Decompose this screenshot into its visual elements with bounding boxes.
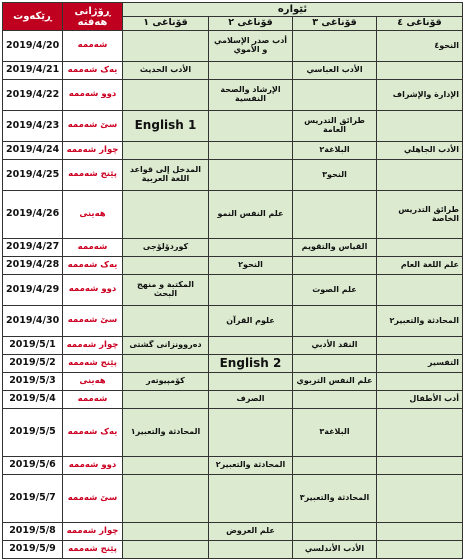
stage-2-header: قۆناغی ٢ (209, 17, 293, 31)
table-row (3, 409, 463, 457)
day-column-header: ڕۆژانی هەفتە (63, 3, 123, 31)
stage-4-cell (377, 337, 463, 355)
stage-3-cell: البلاغة٢ (293, 142, 377, 160)
date-cell: 2019/5/9 (3, 541, 63, 559)
table-row (3, 523, 463, 541)
table-row (3, 142, 463, 160)
stage-1-cell: دەروونزانی گشتی (123, 337, 209, 355)
table-row (3, 31, 463, 62)
date-cell: 2019/4/27 (3, 239, 63, 257)
date-cell: 2019/4/25 (3, 160, 63, 191)
stage-2-cell (209, 111, 293, 142)
stage-3-cell (293, 80, 377, 111)
stage-2-cell: علوم القرآن (209, 306, 293, 337)
stage-4-cell (377, 523, 463, 541)
day-cell: شەممە (63, 391, 123, 409)
stage-3-cell (293, 355, 377, 373)
stage-3-cell (293, 457, 377, 475)
table-row (3, 191, 463, 239)
table-row (3, 160, 463, 191)
day-cell: دوو شەممە (63, 457, 123, 475)
day-cell: پێنج شەممە (63, 160, 123, 191)
stage-3-cell (293, 31, 377, 62)
stage-2-cell (209, 373, 293, 391)
day-cell: پێنج شەممە (63, 541, 123, 559)
stage-2-cell: English 2 (209, 355, 293, 373)
stage-3-cell (293, 257, 377, 275)
stage-2-cell: علم النفس النمو (209, 191, 293, 239)
stage-2-cell (209, 337, 293, 355)
stage-1-cell (123, 541, 209, 559)
stage-2-cell: علم العروض (209, 523, 293, 541)
date-cell: 2019/4/23 (3, 111, 63, 142)
stage-2-cell: النحو٢ (209, 257, 293, 275)
day-cell: چوار شەممە (63, 142, 123, 160)
stage-1-cell (123, 31, 209, 62)
stage-1-cell (123, 142, 209, 160)
stage-1-cell: المكتبة و منهج البحث (123, 275, 209, 306)
date-cell: 2019/4/20 (3, 31, 63, 62)
session-group-header: ئێوارە (123, 3, 463, 17)
stage-4-header: قۆناغی ٤ (377, 17, 463, 31)
date-cell: 2019/4/28 (3, 257, 63, 275)
table-row (3, 62, 463, 80)
stage-1-cell (123, 257, 209, 275)
table-row (3, 239, 463, 257)
stage-3-cell: الأدب العباسي (293, 62, 377, 80)
stage-4-cell: النحو٤ (377, 31, 463, 62)
stage-4-cell: المحادثة والتعبير٢ (377, 306, 463, 337)
stage-2-cell (209, 239, 293, 257)
stage-3-cell (293, 306, 377, 337)
stage-4-cell (377, 457, 463, 475)
stage-4-cell (377, 239, 463, 257)
day-cell: دوو شەممە (63, 80, 123, 111)
stage-2-cell (209, 160, 293, 191)
stage-2-cell (209, 142, 293, 160)
date-cell: 2019/5/7 (3, 475, 63, 523)
stage-3-cell (293, 191, 377, 239)
stage-1-cell (123, 475, 209, 523)
day-cell: سێ شەممە (63, 475, 123, 523)
stage-4-cell: علم اللغة العام (377, 257, 463, 275)
stage-4-cell (377, 275, 463, 306)
stage-2-cell: الصرف (209, 391, 293, 409)
table-row (3, 541, 463, 559)
stage-1-cell (123, 523, 209, 541)
date-cell: 2019/5/6 (3, 457, 63, 475)
day-cell: سێ شەممە (63, 306, 123, 337)
day-cell: یەک شەممە (63, 62, 123, 80)
stage-1-cell (123, 306, 209, 337)
stage-4-cell: طرائق التدريس الخاصة (377, 191, 463, 239)
stage-3-cell: البلاغة٣ (293, 409, 377, 457)
stage-4-cell (377, 409, 463, 457)
stage-2-cell (209, 275, 293, 306)
day-cell: سێ شەممە (63, 111, 123, 142)
table-row (3, 80, 463, 111)
stage-4-cell: أدب الأطفال (377, 391, 463, 409)
day-cell: دوو شەممە (63, 275, 123, 306)
day-cell: پێنج شەممە (63, 355, 123, 373)
day-cell: شەممە (63, 31, 123, 62)
date-cell: 2019/4/29 (3, 275, 63, 306)
stage-1-cell (123, 80, 209, 111)
table-row (3, 355, 463, 373)
day-cell: هەینی (63, 373, 123, 391)
date-cell: 2019/5/1 (3, 337, 63, 355)
stage-1-cell: English 1 (123, 111, 209, 142)
stage-2-cell (209, 475, 293, 523)
stage-3-cell: المحادثة والتعبير٣ (293, 475, 377, 523)
stage-3-cell (293, 391, 377, 409)
stage-3-cell: طرائق التدريس العامة (293, 111, 377, 142)
stage-4-cell (377, 541, 463, 559)
exam-schedule-table (2, 2, 463, 559)
table-row (3, 306, 463, 337)
stage-4-cell (377, 475, 463, 523)
stage-2-cell (209, 541, 293, 559)
stage-3-cell: علم الصوت (293, 275, 377, 306)
table-row (3, 111, 463, 142)
table-row (3, 457, 463, 475)
day-cell: یەک شەممە (63, 409, 123, 457)
date-cell: 2019/4/21 (3, 62, 63, 80)
stage-2-cell: الإرشاد والصحة النفسية (209, 80, 293, 111)
date-cell: 2019/5/4 (3, 391, 63, 409)
table-row (3, 391, 463, 409)
day-cell: هەینی (63, 191, 123, 239)
stage-3-cell: علم النفس التربوي (293, 373, 377, 391)
stage-1-cell: المدخل إلى قواعد اللغة العربية (123, 160, 209, 191)
stage-4-cell: الإدارة والإشراف (377, 80, 463, 111)
date-cell: 2019/4/24 (3, 142, 63, 160)
stage-1-cell (123, 457, 209, 475)
stage-4-cell (377, 62, 463, 80)
day-cell: چوار شەممە (63, 337, 123, 355)
date-cell: 2019/5/5 (3, 409, 63, 457)
stage-1-cell (123, 391, 209, 409)
stage-3-cell (293, 523, 377, 541)
stage-2-cell (209, 62, 293, 80)
stage-3-header: قۆناغی ٣ (293, 17, 377, 31)
table-row (3, 275, 463, 306)
stage-4-cell: الأدب الجاهلي (377, 142, 463, 160)
stage-3-cell: النقد الأدبي (293, 337, 377, 355)
stage-1-cell: المحادثة والتعبير١ (123, 409, 209, 457)
day-cell: شەممە (63, 239, 123, 257)
table-row (3, 373, 463, 391)
day-cell: یەک شەممە (63, 257, 123, 275)
stage-4-cell: التفسير (377, 355, 463, 373)
stage-1-cell (123, 191, 209, 239)
stage-3-cell: القياس والتقويم (293, 239, 377, 257)
table-row (3, 475, 463, 523)
date-cell: 2019/5/3 (3, 373, 63, 391)
stage-1-header: قۆناغی ١ (123, 17, 209, 31)
stage-1-cell (123, 355, 209, 373)
date-cell: 2019/4/30 (3, 306, 63, 337)
stage-3-cell: الأدب الأندلسي (293, 541, 377, 559)
stage-3-cell: النحو٣ (293, 160, 377, 191)
stage-2-cell: أدب صدر الإسلامي و الأموي (209, 31, 293, 62)
stage-4-cell (377, 373, 463, 391)
stage-4-cell (377, 111, 463, 142)
stage-4-cell (377, 160, 463, 191)
table-row (3, 337, 463, 355)
stage-1-cell: کوردۆلۆجی (123, 239, 209, 257)
stage-1-cell: الأدب الحديث (123, 62, 209, 80)
date-cell: 2019/4/22 (3, 80, 63, 111)
date-column-header: ڕێكەوت (3, 3, 63, 31)
date-cell: 2019/5/8 (3, 523, 63, 541)
table-row (3, 257, 463, 275)
date-cell: 2019/5/2 (3, 355, 63, 373)
day-cell: چوار شەممە (63, 523, 123, 541)
date-cell: 2019/4/26 (3, 191, 63, 239)
stage-2-cell (209, 409, 293, 457)
stage-2-cell: المحادثة والتعبير٢ (209, 457, 293, 475)
stage-1-cell: کۆمپیوتەر (123, 373, 209, 391)
